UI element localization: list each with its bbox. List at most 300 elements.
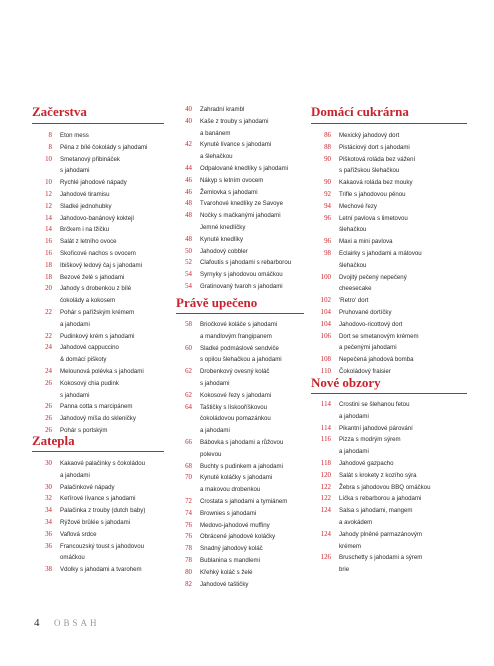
toc-entry [176,104,304,116]
toc-entry-title: Kokosový chia pudink [60,379,119,387]
toc-entry-page-number: 100 [320,273,331,281]
footer-section-label: OBSAH [53,618,100,628]
toc-entry-title: Jahodovo-banánový koktejl [60,214,134,222]
toc-entry-page-number [311,260,331,272]
toc-entry [311,224,471,236]
toc-entry-page-number: 46 [185,188,192,196]
toc-entry-page-number: 14 [45,214,52,222]
toc-entry [176,390,304,402]
toc-entry-page-number: 50 [185,247,192,255]
toc-entry [176,139,304,151]
toc-entry [32,307,166,319]
toc-entry [176,461,304,473]
toc-entry-page-number [176,222,192,234]
toc-entry-page-number: 88 [324,143,331,151]
toc-entry-title: Jahody s drobenkou z bílé [60,285,132,293]
toc-entry [311,331,471,343]
toc-entry [32,272,166,284]
toc-entry-title: Jahodové gazpacho [339,459,394,467]
toc-entry [311,505,471,517]
toc-entry-title: a avokádem [339,518,373,526]
toc-entry [311,283,471,295]
toc-entry [176,319,304,331]
toc-entry-title: Palačinka z trouby (dutch baby) [60,507,146,515]
toc-entry [176,175,304,187]
toc-entry-page-number: 8 [48,132,52,139]
toc-entry [176,484,304,496]
toc-entry [32,142,166,154]
toc-entry-page-number: 118 [320,459,331,467]
toc-entry-title: Jahodové tiramisu [60,190,110,198]
toc-entry-page-number [176,151,192,163]
toc-entry-page-number: 16 [45,238,52,246]
toc-entry [176,378,304,390]
toc-entry-page-number: 26 [45,415,52,423]
toc-entry [32,260,166,272]
toc-entry-title: Dort se smetanovým krémem [339,332,419,340]
toc-entry-page-number: 92 [324,190,331,198]
toc-entry [176,413,304,425]
toc-entry-page-number: 94 [324,202,331,210]
toc-entry-title: Pistáciový dort s jahodami [339,143,410,151]
toc-entry-title: polevou [200,450,222,458]
toc-entry [176,116,304,128]
toc-entry-page-number: 82 [185,580,192,588]
toc-entry-page-number [311,342,331,354]
toc-entry [311,399,471,411]
section-title-zatepla: Zatepla [32,433,75,448]
toc-entry-page-number: 10 [45,155,52,163]
toc-entry [32,541,166,553]
toc-entry-page-number: 18 [45,261,52,269]
toc-entry-page-number: 48 [185,200,192,208]
toc-entry-title: Nočky s mačkanými jahodami [200,212,281,220]
toc-entry-page-number: 68 [185,462,192,470]
toc-entry-page-number: 38 [45,566,52,574]
toc-entry-page-number [311,517,331,529]
toc-entry-title: Bruschetty s jahodami a sýrem [339,554,423,562]
toc-entry [311,564,471,576]
toc-entry-title: a pečenými jahodami [339,344,397,352]
toc-entry [32,342,166,354]
toc-entry-title: Tvarohové knedlíky ze Savoye [200,200,283,208]
toc-entry-page-number: 34 [45,518,52,526]
toc-entry-page-number: 54 [185,282,192,290]
toc-entry-page-number [311,283,331,295]
toc-entry [32,366,166,378]
toc-entry [176,508,304,520]
toc-entry-title: Čokoládový fraisier [339,367,391,375]
toc-entry-page-number [176,378,192,390]
toc-entry [32,413,166,425]
toc-entry [311,470,471,482]
toc-entry-title: s pařížskou šlehačkou [339,167,400,175]
toc-entry-title: Melounová polévka s jahodami [60,367,144,375]
toc-entry-title: Clafoutis s jahodami s rebarborou [200,259,292,267]
toc-entry-page-number: 22 [45,332,52,340]
toc-entry [32,401,166,413]
toc-entry-title: Odpalované knedlíky s jahodami [200,164,289,172]
toc-entry [32,354,166,366]
toc-entry-title: Smetanový přibináček [60,155,120,163]
toc-entry-title: Žemlovka s jahodami [200,188,258,196]
toc-entry-title: Piškotová roláda bez vážení [339,155,416,163]
toc-entry [32,154,166,166]
toc-entry-page-number: 62 [185,391,192,399]
toc-entry [32,177,166,189]
toc-entry-page-number: 48 [185,212,192,220]
toc-entry-title: Pěna z bílé čokolády s jahodami [60,143,148,151]
toc-entry-page-number: 40 [185,106,192,113]
toc-entry-page-number [311,541,331,553]
toc-entry [176,198,304,210]
toc-entry [311,319,471,331]
toc-entry-title: cheesecake [339,285,372,293]
toc-entry [176,579,304,591]
toc-entry-title: Jemné knedlíčky [200,223,246,231]
toc-entry [176,567,304,579]
toc-entry-page-number: 24 [45,367,52,375]
toc-entry [176,128,304,140]
toc-entry-title: šlehačkou [339,261,367,269]
toc-entry [176,187,304,199]
toc-entry-page-number [32,295,52,307]
toc-entry-title: s jahodami [60,391,90,399]
toc-entry-page-number: 48 [185,235,192,243]
section-title-zacerstva: Začerstva [32,104,87,119]
toc-entry-page-number [32,552,52,564]
toc-entry [176,425,304,437]
section-title-rule [311,123,467,124]
toc-entry [311,236,471,248]
toc-entry-page-number: 62 [185,368,192,376]
toc-entry [176,257,304,269]
toc-entry-title: Gratinovaný tvaroh s jahodami [200,282,283,290]
toc-entry-title: Kaše z trouby s jahodami [200,117,269,125]
toc-entry-title: a jahodami [339,412,369,420]
toc-entry-title: Buchty s pudinkem a jahodami [200,462,283,470]
toc-entry [311,260,471,272]
toc-entry-page-number: 12 [45,202,52,210]
toc-entry-page-number: 10 [45,179,52,187]
toc-entry-title: Salsa s jahodami, mangem [339,507,413,515]
toc-entry-page-number [32,319,52,331]
toc-entry-page-number: 78 [185,556,192,564]
toc-entry-page-number: 124 [320,530,331,538]
toc-entry-title: a jahodami [339,448,369,456]
toc-entry-title: Bezové želé s jahodami [60,273,125,281]
toc-entry [176,222,304,234]
toc-entry [176,402,304,414]
toc-entry-page-number: 8 [48,143,52,151]
toc-entry-page-number [32,354,52,366]
toc-entry-page-number: 14 [45,226,52,234]
toc-entry [311,354,471,366]
toc-entry-title: Brčkem i na lžičku [60,226,110,234]
toc-entry [176,163,304,175]
toc-entry [311,482,471,494]
toc-entry-title: Pohár s pařížským krémem [60,308,135,316]
toc-entry-page-number: 76 [185,521,192,529]
toc-entry [176,281,304,293]
toc-entry-title: a jahodami [60,471,90,479]
toc-entry-page-number: 32 [45,495,52,503]
toc-entry-page-number [32,470,52,482]
toc-entry-title: Kakaové palačinky s čokoládou [60,460,146,467]
toc-entry-page-number: 80 [185,568,192,576]
toc-entry-title: Salát z letního ovoce [60,238,117,246]
toc-entry-title: krémem [339,542,362,550]
toc-entry-title: šlehačkou [339,226,367,234]
toc-entry-title: Líčka s rebarborou a jahodami [339,495,422,503]
toc-entry-page-number: 124 [320,507,331,515]
toc-entry-title: Dvojitý pečený nepečený [339,273,407,281]
page-footer [34,613,99,631]
toc-entry-page-number [176,354,192,366]
toc-entry-page-number: 12 [45,190,52,198]
toc-entry-page-number: 26 [45,426,52,434]
toc-entry-title: Snadný jahodový koláč [200,545,263,553]
toc-entry-title: Pudinkový krém s jahodami [60,332,135,340]
toc-entry [32,331,166,343]
toc-entry-page-number: 34 [45,507,52,515]
toc-entry-page-number: 86 [324,132,331,139]
toc-entry [311,411,471,423]
toc-entry-page-number: 90 [324,155,331,163]
toc-entry-page-number: 122 [320,495,331,503]
toc-entry-page-number: 96 [324,238,331,246]
toc-entry-title: a jahodami [200,427,230,435]
toc-entry-title: s jahodami [200,379,230,387]
toc-entry-page-number: 76 [185,533,192,541]
toc-entry-page-number: 122 [320,483,331,491]
toc-entry [176,269,304,281]
toc-entry [176,210,304,222]
toc-entry-title: Sladké jednohubky [60,202,112,210]
toc-entry-page-number: 104 [320,320,331,328]
toc-entry-page-number: 52 [185,259,192,267]
toc-entry [311,142,471,154]
toc-entry [32,201,166,213]
section-title-nove-obzory: Nové obzory [311,375,381,390]
toc-entry-title: Salát s krokety z kozího sýra [339,471,417,479]
toc-entry-title: Francouzský toust s jahodovou [60,542,145,550]
toc-entry-page-number: 70 [185,474,192,482]
toc-entry-title: čokoládovou pomazánkou [200,415,271,423]
toc-entry [311,248,471,260]
toc-entry-title: Rýžové brûlée s jahodami [60,518,131,526]
toc-entry [311,458,471,470]
toc-entry-page-number: 120 [320,471,331,479]
section-entries-nove-obzory [311,399,471,576]
section-title-rule [32,123,164,124]
toc-entry [32,517,166,529]
toc-entry-page-number: 30 [45,460,52,467]
toc-entry-title: Obrácené jahodové koláčky [200,533,276,541]
toc-entry-title: Žebra s jahodovou BBQ omáčkou [339,483,431,491]
toc-entry [311,295,471,307]
section-title-domaci-cukrarna: Domácí cukrárna [311,104,409,119]
toc-entry-page-number: 54 [185,271,192,279]
toc-entry [32,378,166,390]
toc-entry-page-number [176,425,192,437]
toc-entry-page-number [32,165,52,177]
toc-entry [32,505,166,517]
toc-entry-page-number [311,224,331,236]
toc-entry [311,154,471,166]
toc-entry-title: omáčkou [60,554,85,562]
toc-entry-page-number: 26 [45,379,52,387]
toc-entry-title: Pikantní jahodové párování [339,424,413,432]
toc-entry-page-number: 102 [320,297,331,305]
toc-entry-title: a makovou drobenkou [200,486,261,494]
toc-entry-title: & domácí piškoty [60,356,107,364]
toc-entry-page-number: 78 [185,545,192,553]
toc-entry-page-number [176,413,192,425]
toc-entry-page-number: 116 [320,436,331,444]
toc-entry-title: Bublanina s mandlemi [200,556,260,564]
toc-entry [32,248,166,260]
toc-entry [32,493,166,505]
toc-entry [32,224,166,236]
toc-entry-page-number: 110 [320,367,331,375]
toc-entry-title: Crostata s jahodami a tymiánem [200,497,288,505]
toc-entry-title: Nepečená jahodová bomba [339,356,414,364]
toc-entry [32,319,166,331]
toc-entry-title: a banánem [200,129,231,137]
toc-entry-page-number: 58 [185,321,192,328]
toc-entry-title: 'Retro' dort [339,297,369,305]
toc-entry-page-number [176,449,192,461]
toc-entry-page-number: 106 [320,332,331,340]
toc-entry-title: Jahodový míša do skleničky [60,415,136,423]
toc-entry-title: Medovo-jahodové muffiny [200,521,270,529]
toc-entry [176,437,304,449]
toc-entry-title: Pruhované dortíčky [339,308,392,316]
toc-entry-title: Eclairky s jahodami a mátovou [339,249,422,257]
toc-entry-page-number: 60 [185,344,192,352]
toc-entry [176,354,304,366]
toc-entry-title: Jahody plněné parmazánovým [339,530,422,538]
toc-entry-title: brie [339,566,350,574]
section-title-rule [176,313,304,314]
toc-entry [311,552,471,564]
toc-entry [32,283,166,295]
toc-entry-page-number: 18 [45,273,52,281]
toc-entry-title: Kynuté knedlíky [200,235,244,243]
toc-entry [176,449,304,461]
toc-entry-page-number: 114 [320,424,331,432]
toc-entry [311,272,471,284]
toc-entry [311,517,471,529]
toc-entry [32,130,166,142]
toc-entry-title: Rychlé jahodové nápady [60,179,127,187]
toc-entry-title: Syrnyky s jahodovou omáčkou [200,271,283,279]
toc-entry-title: Trifle s jahodovou pěnou [339,190,406,198]
toc-entry-title: Vdolky s jahodami a tvarohem [60,566,142,574]
toc-entry [176,496,304,508]
toc-entry-title: Maxi a mini pavlova [339,238,393,246]
toc-entry [311,529,471,541]
toc-entry-page-number: 72 [185,497,192,505]
toc-entry-page-number: 40 [185,117,192,125]
toc-entry-title: s jahodami [60,167,90,175]
toc-entry-page-number: 16 [45,249,52,257]
toc-entry-page-number [176,331,192,343]
toc-entry-page-number [311,165,331,177]
toc-entry-page-number: 36 [45,542,52,550]
toc-entry-title: Keťírové lívance s jahodami [60,495,136,503]
section-entries-zacerstva [32,130,166,437]
toc-entry [311,177,471,189]
section-title-rule [311,393,467,394]
toc-entry-title: Ibiškový ledový čaj s jahodami [60,261,142,269]
toc-entry [311,342,471,354]
toc-entry-title: čokolády a kokosem [60,297,116,305]
toc-entry-title: Nákyp s letním ovocem [200,176,264,184]
toc-entry [311,130,471,142]
section-entries-zatepla [32,458,166,576]
toc-entry-title: Pohár s portským [60,426,108,434]
toc-entry [32,470,166,482]
toc-entry-page-number: 46 [185,176,192,184]
toc-entry [32,458,166,470]
toc-entry [311,189,471,201]
toc-entry [311,493,471,505]
toc-entry-page-number: 114 [320,401,331,408]
section-title-rule [32,451,164,452]
toc-entry-title: Skořicové nachos s ovocem [60,249,136,257]
toc-entry [176,472,304,484]
toc-entry-title: a jahodami [60,320,90,328]
toc-entry [176,520,304,532]
toc-entry [311,423,471,435]
toc-entry-page-number: 44 [185,164,192,172]
toc-entry-page-number: 108 [320,356,331,364]
toc-entry-title: Křehký koláč s želé [200,568,253,576]
toc-entry-title: Letní pavlova s limetovou [339,214,408,222]
section-entries-domaci-cukrarna [311,130,471,378]
toc-entry-title: Kokosové řezy s jahodami [200,391,272,399]
toc-entry-title: Kakaová roláda bez mouky [339,179,413,187]
toc-entry [32,564,166,576]
toc-entry [32,390,166,402]
toc-entry-page-number [311,411,331,423]
toc-entry-page-number [176,484,192,496]
toc-entry [176,531,304,543]
toc-entry [32,552,166,564]
toc-entry-page-number: 74 [185,509,192,517]
toc-entry [32,295,166,307]
toc-entry-title: Panna cotta s marcipánem [60,403,133,411]
toc-entry-title: Briočkové koláče s jahodami [200,321,278,328]
toc-entry-title: Taštičky s lískooříškovou [200,403,268,411]
section-entries-prave-upeceno [176,319,304,590]
toc-entry-title: a šlehačkou [200,153,233,161]
toc-entry [311,541,471,553]
toc-entry-title: Jahodové cappuccino [60,344,119,352]
toc-entry-title: Kynuté lívance s jahodami [200,141,272,149]
section-title-prave-upeceno: Právě upečeno [176,295,258,310]
toc-entry [176,343,304,355]
toc-entry-page-number: 104 [320,308,331,316]
toc-entry-page-number: 66 [185,438,192,446]
toc-entry-page-number: 98 [324,249,331,257]
toc-entry-title: a mandlovým frangipanem [200,332,272,340]
toc-entry [311,434,471,446]
toc-entry [176,151,304,163]
toc-entry-title: Jahodový cobbler [200,247,248,255]
